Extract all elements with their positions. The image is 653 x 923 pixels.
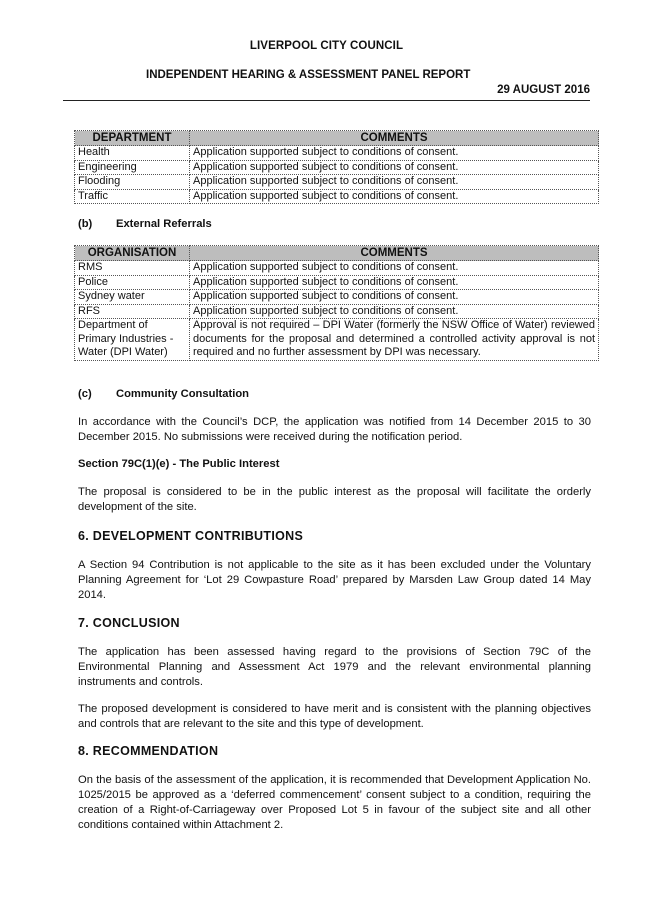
header-divider [63,100,590,101]
table-header-row [75,131,599,146]
organisation-cell: RFS [75,304,190,319]
section-c-heading [78,388,249,400]
table-row [75,319,599,361]
column-header-department: DEPARTMENT [75,131,190,146]
comment-cell: Approval is not required – DPI Water (formerly the NSW Office of Water) reviewed documents for the proposal and determined a controlled activity approval is not required and no further assessment by DPI was necessary. [190,319,599,361]
column-header-comments: COMMENTS [190,131,599,146]
section-6-heading: 6. DEVELOPMENT CONTRIBUTIONS [78,529,304,543]
external-referrals-table [74,245,599,361]
section-79c-paragraph: The proposal is considered to be in the public interest as the proposal will facilitate the orderly development of the site. [78,486,591,513]
section-8-heading: 8. RECOMMENDATION [78,744,219,758]
table-row [75,261,599,276]
organisation-cell: RMS [75,261,190,276]
department-cell: Traffic [75,189,190,204]
comment-cell: Application supported subject to conditions of consent. [190,175,599,190]
table-header-row [75,246,599,261]
table-row [75,146,599,161]
section-7-paragraph-1: The application has been assessed having regard to the provisions of Section 79C of the Environmental Planning and Assessment Act 1979 and the relevant environmental planning instruments and controls. [78,646,591,688]
table-row [75,160,599,175]
section-7-heading: 7. CONCLUSION [78,616,180,630]
comment-cell: Application supported subject to conditions of consent. [190,160,599,175]
department-cell: Flooding [75,175,190,190]
section-6-paragraph: A Section 94 Contribution is not applicable to the site as it has been excluded under the Voluntary Planning Agreement for ‘Lot 29 Cowpasture Road’ prepared by Marsden Law Group dated 14 May 2014. [78,559,591,601]
organisation-cell: Department of Primary Industries - Water (DPI Water) [75,319,190,361]
column-header-comments: COMMENTS [190,246,599,261]
section-b-number: (b) [78,218,93,230]
internal-referrals-table [74,130,599,204]
table-row [75,290,599,305]
table-row [75,275,599,290]
comment-cell: Application supported subject to conditions of consent. [190,189,599,204]
table-row [75,189,599,204]
section-c-title: Community Consultation [116,388,249,400]
section-8-paragraph: On the basis of the assessment of the application, it is recommended that Development Application No. 1025/2015 be approved as a ‘deferred commencement’ consent subject to a condition, requiring the creation of a Right-of-Carriageway over Proposed Lot 5 in favour of the subject site and all other conditions contained within Attachment 2. [78,774,591,831]
department-cell: Health [75,146,190,161]
section-c-number: (c) [78,388,92,400]
section-79c-heading: Section 79C(1)(e) - The Public Interest [78,458,280,470]
organisation-cell: Police [75,275,190,290]
section-7-paragraph-2: The proposed development is considered to have merit and is consistent with the planning objectives and controls that are relevant to the site and this type of development. [78,703,591,730]
section-c-paragraph: In accordance with the Council’s DCP, the application was notified from 14 December 2015 to 30 December 2015. No submissions were received during the notification period. [78,416,591,443]
section-b-title: External Referrals [116,218,212,230]
table-row [75,175,599,190]
section-b-heading [78,218,212,230]
comment-cell: Application supported subject to conditions of consent. [190,146,599,161]
report-title: INDEPENDENT HEARING & ASSESSMENT PANEL REPORT [146,69,471,81]
comment-cell: Application supported subject to conditions of consent. [190,304,599,319]
column-header-organisation: ORGANISATION [75,246,190,261]
department-cell: Engineering [75,160,190,175]
report-date: 29 AUGUST 2016 [497,84,590,96]
organisation-cell: Sydney water [75,290,190,305]
comment-cell: Application supported subject to conditions of consent. [190,275,599,290]
comment-cell: Application supported subject to conditions of consent. [190,261,599,276]
comment-cell: Application supported subject to conditions of consent. [190,290,599,305]
council-name: LIVERPOOL CITY COUNCIL [249,40,404,52]
table-row [75,304,599,319]
